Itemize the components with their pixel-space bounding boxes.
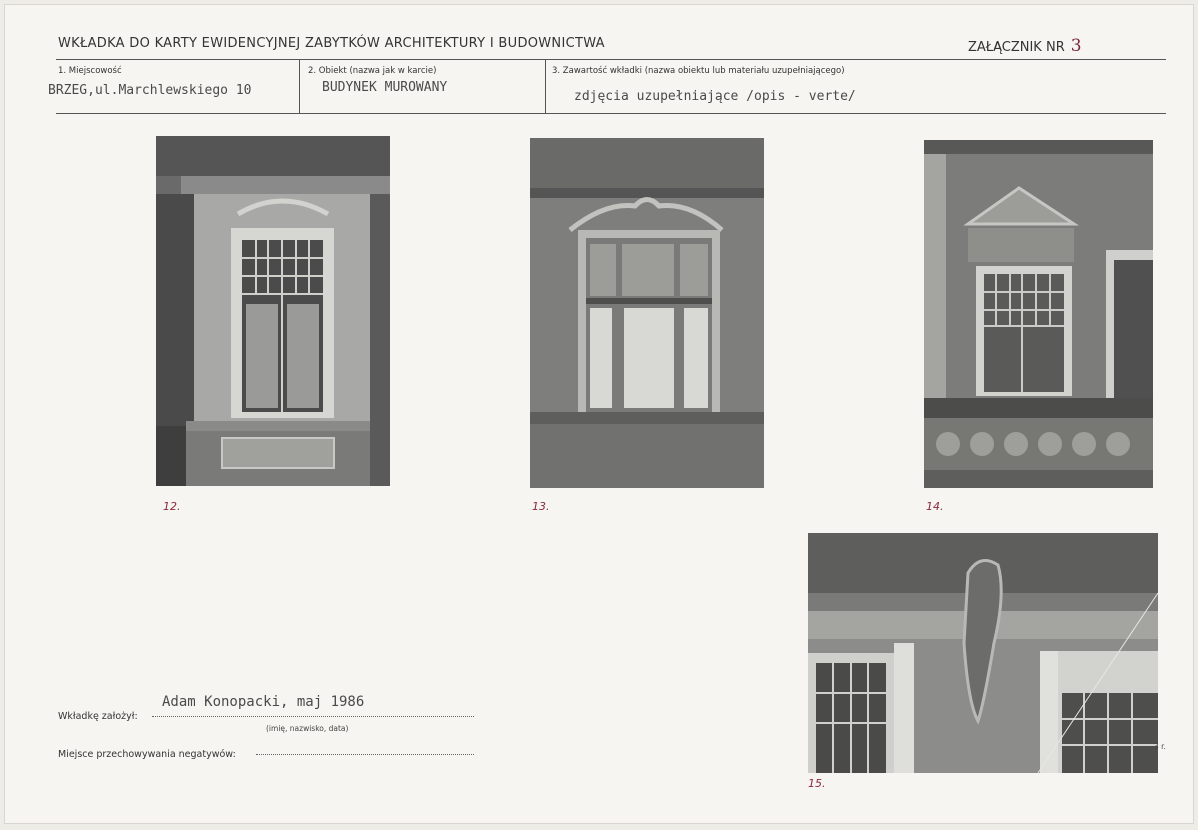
photo-number-12: 12. xyxy=(163,500,181,513)
contents-label: 3. Zawartość wkładki (nazwa obiektu lub materiału uzupełniającego) xyxy=(552,66,845,76)
author-label: Wkładkę założył: xyxy=(58,711,138,722)
photo-13 xyxy=(530,138,764,488)
author-hint: (imię, nazwisko, data) xyxy=(266,724,349,733)
object-value: BUDYNEK MUROWANY xyxy=(322,80,448,95)
field-divider-1 xyxy=(299,59,300,113)
annex-label xyxy=(968,36,1082,56)
field-divider-2 xyxy=(545,59,546,113)
side-mark: 3 r. xyxy=(1154,742,1166,751)
photo-15 xyxy=(808,533,1158,773)
header-rule-top xyxy=(56,59,1166,60)
photo-12 xyxy=(156,136,390,486)
locality-value: BRZEG,ul.Marchlewskiego 10 xyxy=(48,83,252,98)
contents-value: zdjęcia uzupełniające /opis - verte/ xyxy=(574,89,856,104)
form-title: WKŁADKA DO KARTY EWIDENCYJNEJ ZABYTKÓW ARCHITEKTURY I BUDOWNICTWA xyxy=(58,36,605,51)
photo-number-15: 15. xyxy=(808,777,826,790)
annex-number: 3 xyxy=(1070,36,1082,56)
annex-label-text: ZAŁĄCZNIK NR xyxy=(968,40,1065,55)
photo-14 xyxy=(924,140,1153,488)
author-line xyxy=(152,716,474,717)
photo-number-13: 13. xyxy=(532,500,550,513)
locality-label: 1. Miejscowość xyxy=(58,66,122,76)
photo-number-14: 14. xyxy=(926,500,944,513)
negatives-label: Miejsce przechowywania negatywów: xyxy=(58,749,236,760)
negatives-line xyxy=(256,754,474,755)
object-label: 2. Obiekt (nazwa jak w karcie) xyxy=(308,66,437,76)
author-value: Adam Konopacki, maj 1986 xyxy=(162,694,365,710)
header-rule-bottom xyxy=(56,113,1166,114)
